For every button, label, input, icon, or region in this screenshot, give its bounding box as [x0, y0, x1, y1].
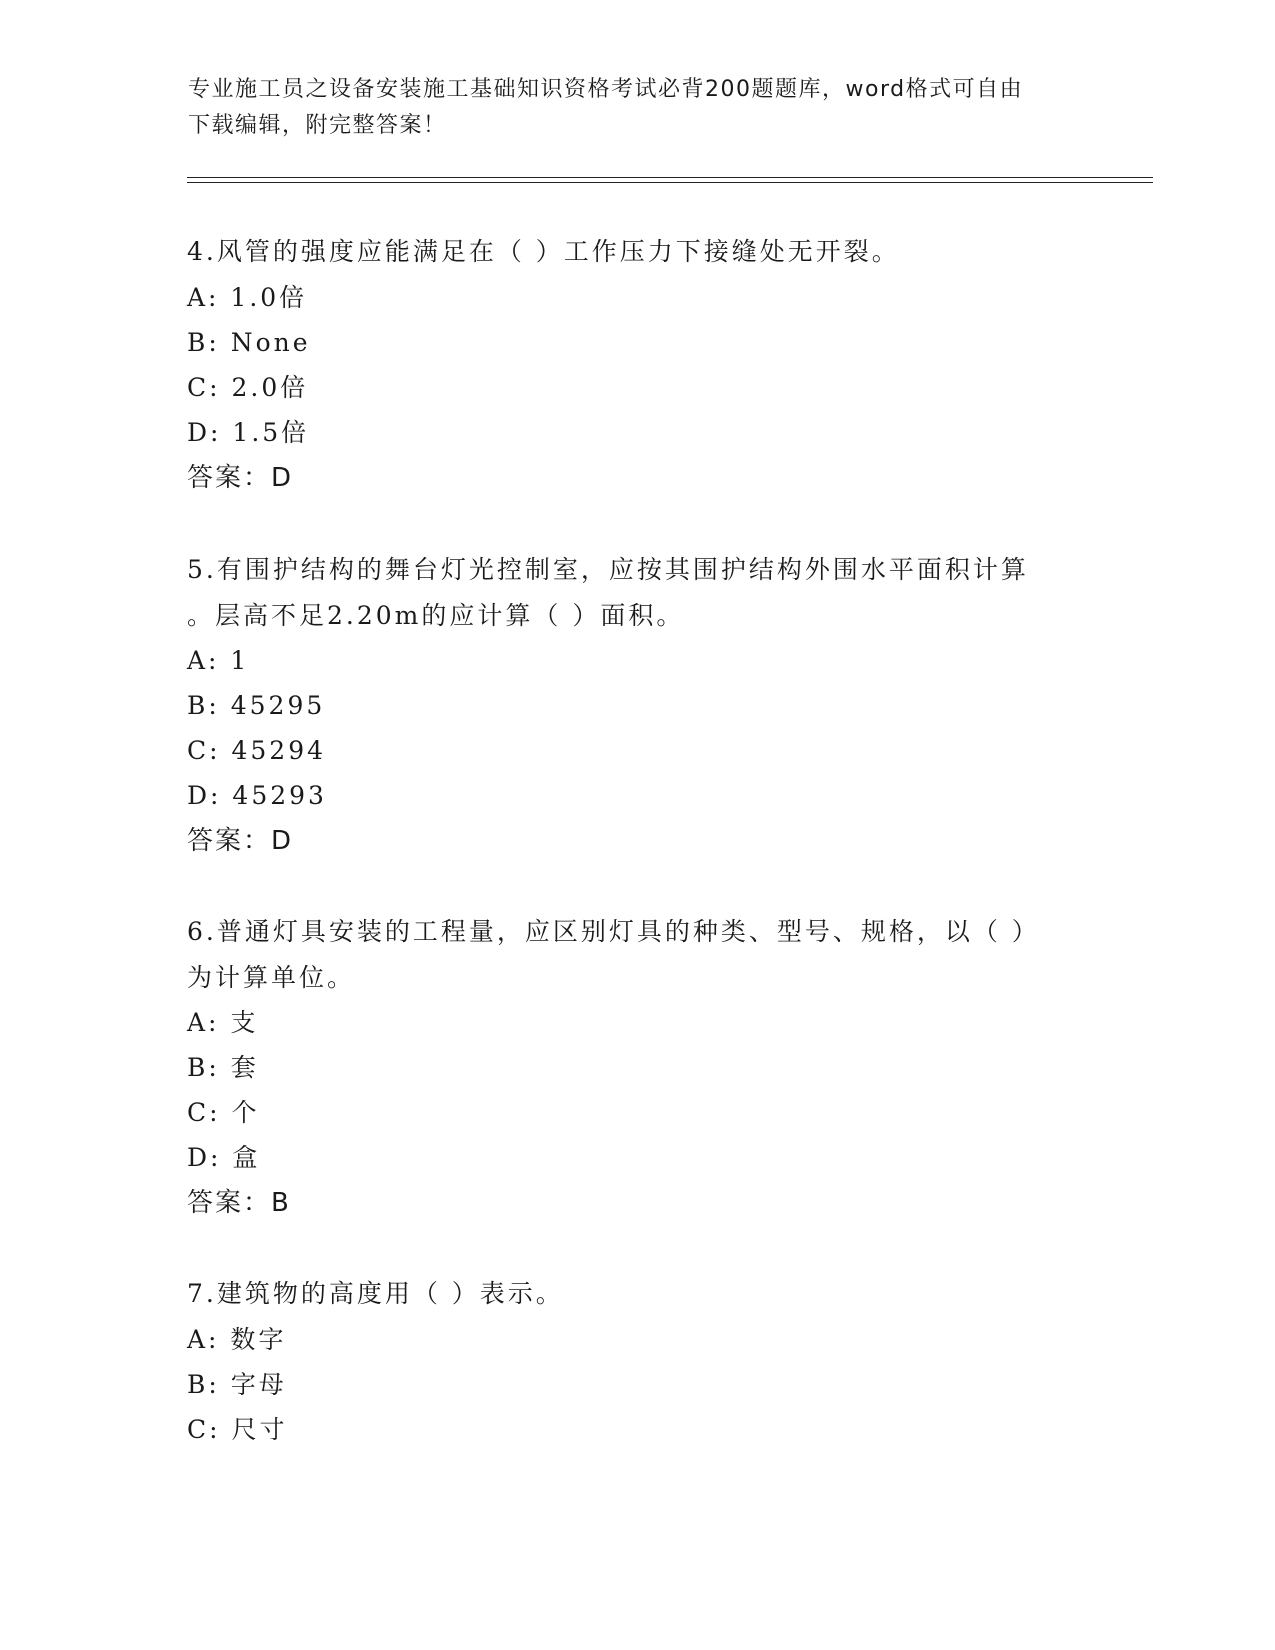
question-4-option-a: A: 1.0倍: [187, 283, 308, 312]
question-6-stem-line-2: 为计算单位。: [187, 963, 356, 992]
question-7-stem-line-1: 7.建筑物的高度用（ ）表示。: [187, 1279, 564, 1308]
header-line-2: 下载编辑，附完整答案！: [188, 113, 447, 138]
question-7-option-a: A: 数字: [187, 1325, 287, 1354]
question-4-option-c: C: 2.0倍: [187, 373, 309, 402]
question-5-stem-line-2: 。层高不足2.20m的应计算（ ）面积。: [187, 601, 685, 630]
question-6-option-b: B: 套: [187, 1053, 259, 1082]
question-4-answer: 答案：D: [187, 463, 294, 493]
question-6-option-d: D: 盒: [187, 1143, 261, 1172]
question-6-answer: 答案：B: [187, 1188, 291, 1218]
question-6-option-a: A: 支: [187, 1008, 259, 1037]
header-divider-top: [187, 177, 1153, 178]
question-6-stem-line-1: 6.普通灯具安装的工程量，应区别灯具的种类、型号、规格，以（ ）: [187, 917, 1040, 946]
question-4-option-b: B: None: [187, 328, 311, 357]
question-5-option-b: B: 45295: [187, 691, 326, 720]
header-line-1: 专业施工员之设备安装施工基础知识资格考试必背200题题库，word格式可自由: [188, 77, 1024, 102]
question-5-stem-line-1: 5.有围护结构的舞台灯光控制室，应按其围护结构外围水平面积计算: [187, 555, 1029, 584]
question-5-option-c: C: 45294: [187, 736, 327, 765]
header-divider-bottom: [187, 182, 1153, 183]
question-4-stem-line-1: 4.风管的强度应能满足在（ ）工作压力下接缝处无开裂。: [187, 237, 900, 266]
document-header: [188, 72, 1088, 144]
question-5-answer: 答案：D: [187, 826, 294, 856]
question-5-option-a: A: 1: [187, 646, 250, 675]
question-4-option-d: D: 1.5倍: [187, 418, 310, 447]
question-7-option-b: B: 字母: [187, 1370, 287, 1399]
question-5-option-d: D: 45293: [187, 781, 327, 810]
question-7-option-c: C: 尺寸: [187, 1415, 288, 1444]
question-6-option-c: C: 个: [187, 1098, 260, 1127]
